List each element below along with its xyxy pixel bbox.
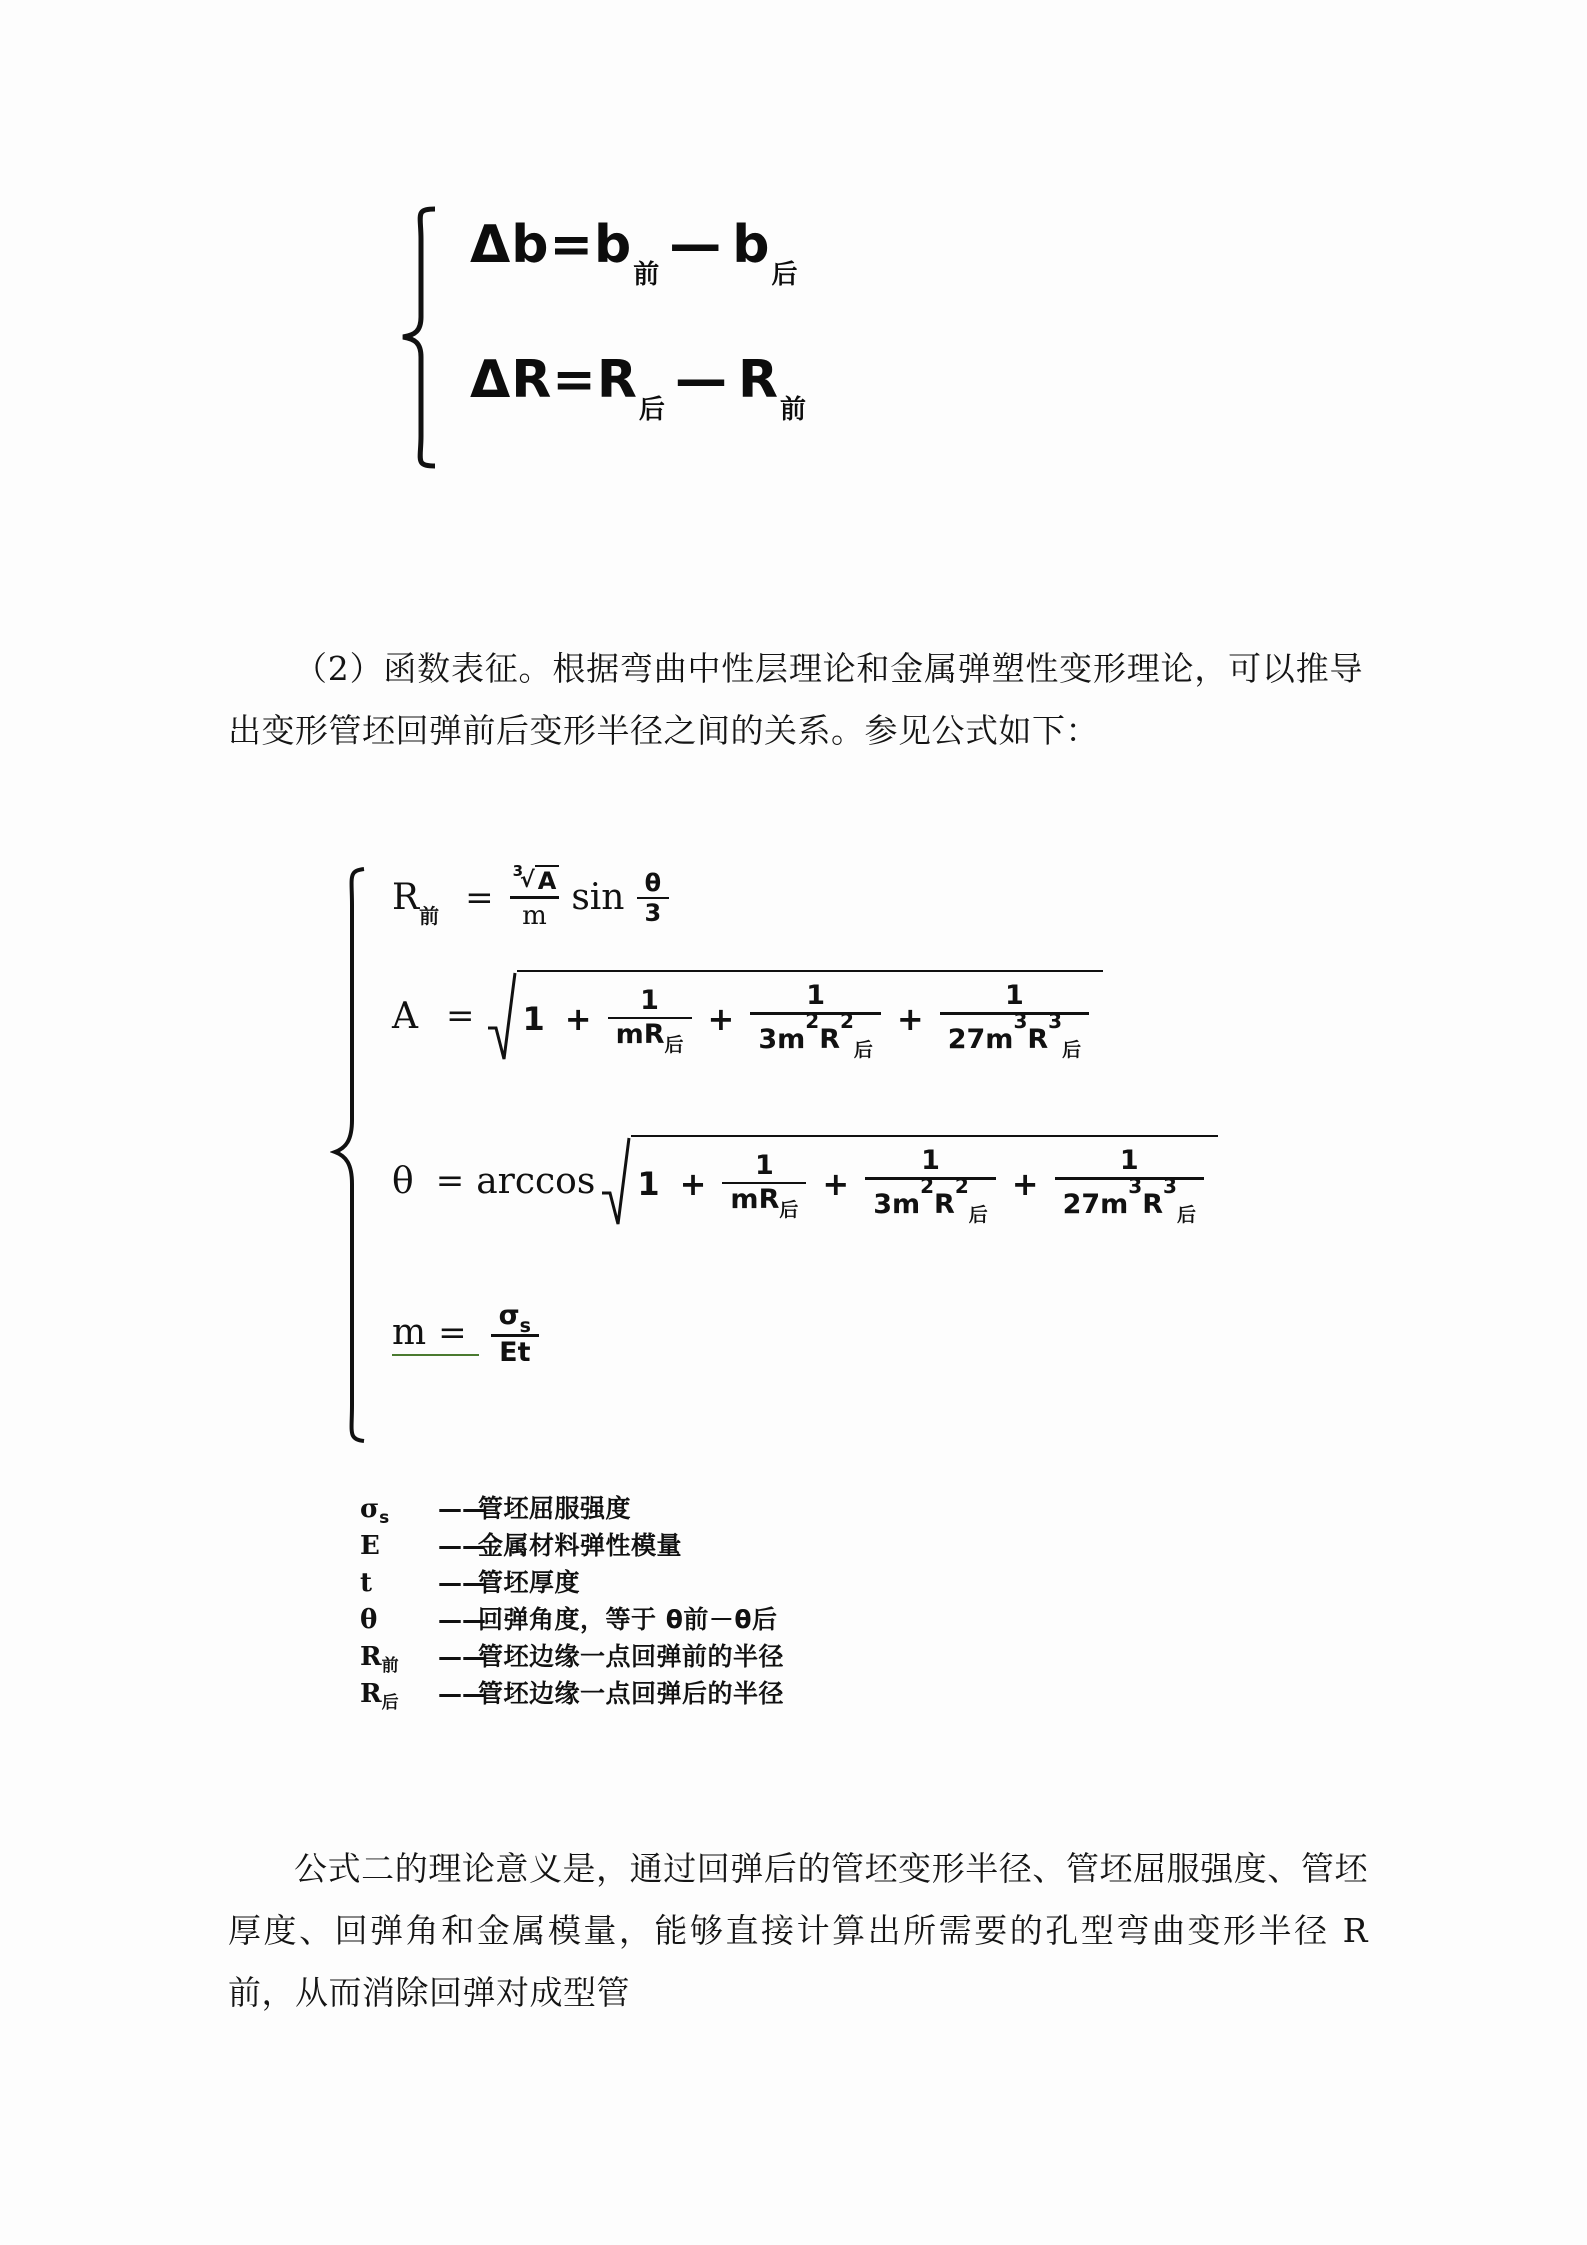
a-equals: = [446,996,475,1036]
theta-term-3 [1055,1145,1204,1226]
delta-b-term1: b [594,215,633,275]
legend-symbol-sub: 后 [381,1693,399,1713]
legend-symbol-base: σ [360,1494,380,1524]
square-root-theta [601,1135,1218,1227]
a-t1-sub: 后 [664,1034,684,1057]
th-t1-sub: 后 [779,1199,799,1222]
legend-symbol-base: θ [360,1605,378,1635]
left-brace-large-icon [330,865,372,1445]
theta-plus-1: + [679,1165,707,1203]
theta-lhs: θ [392,1160,414,1202]
legend-symbol [360,1491,438,1531]
equation-theta [392,1135,1218,1227]
theta-term3-num: 1 [1119,1145,1139,1177]
a-t2-3m: 3m [758,1023,806,1055]
arccos-function: arccos [476,1160,596,1202]
legend-item [360,1490,1060,1527]
three-denominator: 3 [644,899,662,927]
a-t1-m: m [615,1019,644,1051]
equation-delta-r [470,350,807,426]
radical-sign-icon [487,970,517,1062]
paragraph-theoretical-meaning: 公式二的理论意义是，通过回弹后的管坯变形半径、管坯屈服强度、管坯厚度、回弹角和金属模量，能够直接计算出所需要的孔型弯曲变形半径 R 前，从而消除回弹对成型管 [228,1849,1368,2012]
a-leading-one: 1 [522,1000,545,1038]
legend-dash: —— [438,1680,486,1708]
legend-item [360,1527,1060,1564]
equation-delta-b [470,215,799,291]
a-t1-R: R [643,1019,665,1051]
delta-b-operator: — [669,215,723,275]
th-t3-msup: 3 [1128,1173,1143,1198]
a-t2-msup: 2 [805,1008,820,1033]
delta-b-term2-sub: 后 [771,260,799,291]
formula-block-two [330,862,1330,1445]
equation-r-qian [392,862,675,931]
theta-term3-den [1055,1173,1204,1226]
legend-dash: —— [438,1606,486,1634]
legend-dash: —— [438,1532,486,1560]
th-t3-sub: 后 [1176,1203,1196,1226]
m-equals: = [426,1313,479,1356]
legend-symbol-base: R [360,1642,382,1672]
a-term2-den [750,1008,881,1061]
a-t3-msup: 3 [1013,1008,1028,1033]
legend-symbol [360,1565,438,1605]
th-t3-Rsup: 3 [1163,1173,1177,1198]
theta-term1-num: 1 [755,1149,774,1181]
th-t1-R: R [758,1184,780,1216]
th-t2-sub: 后 [968,1203,988,1226]
theta-term-1 [722,1149,806,1222]
legend-item [360,1564,1060,1601]
a-term-1 [608,984,692,1057]
paragraph-function-characterization: （2）函数表征。根据弯曲中性层理论和金属弹塑性变形理论，可以推导出变形管坯回弹前后变形半径之间的关系。参见公式如下： [228,649,1363,750]
denominator-m: m [522,900,547,931]
a-t3-sub: 后 [1062,1038,1082,1061]
m-denominator: Et [499,1336,531,1368]
left-brace-icon [395,205,445,470]
cube-root-a-over-m: 3 √ A m [510,865,560,931]
delta-r-operator: — [674,350,728,410]
legend-text: 管坯屈服强度 [478,1494,632,1523]
th-t3-27m: 27m [1062,1188,1129,1220]
delta-b-lhs: Δb [470,215,550,275]
theta-plus-3: + [1011,1165,1039,1203]
legend-symbol-sub: 前 [381,1656,399,1676]
sin-function: sin [571,877,625,919]
theta-over-three [637,869,670,928]
sigma-over-et [491,1300,539,1369]
theta-leading-one: 1 [637,1165,660,1203]
square-root-a [487,970,1104,1062]
delta-r-term2-sub: 前 [779,395,807,426]
delta-r-lhs: ΔR [470,350,553,410]
legend-dash: —— [438,1569,486,1597]
a-t3-27m: 27m [947,1023,1014,1055]
legend-symbol [360,1528,438,1568]
m-lhs: m [392,1312,426,1356]
legend-symbol [360,1676,438,1716]
legend-symbol-sub: s [379,1508,390,1528]
legend-text: 管坯边缘一点回弹前的半径 [478,1642,785,1671]
theta-term2-den [865,1173,996,1226]
equation-a [392,970,1103,1062]
delta-r-term2: R [737,350,779,410]
r-qian-lhs-base: R [392,877,420,919]
theta-term-2 [865,1145,996,1226]
sigma-sub: s [519,1315,531,1337]
th-t3-R: R [1142,1188,1164,1220]
theta-equals: = [435,1161,465,1201]
legend-text: 管坯边缘一点回弹后的半径 [478,1679,785,1708]
a-lhs: A [392,995,418,1037]
a-t3-R: R [1027,1023,1049,1055]
legend-symbol-base: t [360,1568,373,1598]
delta-b-term1-sub: 前 [633,260,661,291]
theta-term1-den [722,1184,806,1222]
delta-r-term1-sub: 后 [638,395,666,426]
a-t2-R: R [819,1023,840,1055]
a-plus-2: + [707,1000,735,1038]
legend-item [360,1638,1060,1675]
legend-symbol-base: E [360,1531,380,1561]
a-term-3 [940,980,1089,1061]
legend-item [360,1675,1060,1712]
theta-plus-2: + [822,1165,850,1203]
th-t2-R: R [934,1188,955,1220]
a-plus-3: + [896,1000,924,1038]
root-index: 3 [512,862,524,880]
th-t2-3m: 3m [873,1188,921,1220]
a-term3-den [940,1008,1089,1061]
a-t2-Rsup: 2 [839,1008,854,1033]
formula-block-one [395,205,1095,470]
legend-item [360,1601,1060,1638]
legend-text: 金属材料弹性模量 [478,1531,683,1560]
legend-symbol [360,1602,438,1642]
delta-b-term2: b [732,215,771,275]
legend-symbol [360,1639,438,1679]
a-term2-num: 1 [806,980,826,1012]
delta-b-equals: = [549,215,595,275]
radical-sign-icon [601,1135,631,1227]
theta-numerator: θ [644,868,662,897]
legend-symbol-base: R [360,1679,382,1709]
th-t2-Rsup: 2 [954,1173,969,1198]
a-t2-sub: 后 [853,1038,873,1061]
a-t3-Rsup: 3 [1048,1008,1063,1033]
m-numerator [491,1300,539,1337]
th-t1-m: m [730,1184,759,1216]
legend-text: 管坯厚度 [478,1568,581,1597]
a-term1-den [608,1019,692,1057]
legend-dash: —— [438,1495,486,1523]
equation-m [392,1300,545,1369]
theta-term2-num: 1 [921,1145,940,1177]
r-qian-equals: = [465,877,494,918]
delta-r-term1: R [596,350,638,410]
delta-r-equals: = [552,350,597,410]
a-term1-num: 1 [640,984,659,1016]
a-term-2 [750,980,881,1061]
legend-text: 回弹角度，等于 θ前－θ后 [478,1605,778,1634]
symbol-legend [360,1490,1060,1712]
a-plus-1: + [564,1000,592,1038]
legend-dash: —— [438,1643,486,1671]
th-t2-msup: 2 [920,1173,935,1198]
sigma-symbol: σ [498,1300,520,1331]
r-qian-lhs-sub: 前 [419,903,440,928]
root-radicand: A [535,865,560,895]
a-term3-num: 1 [1005,980,1024,1012]
